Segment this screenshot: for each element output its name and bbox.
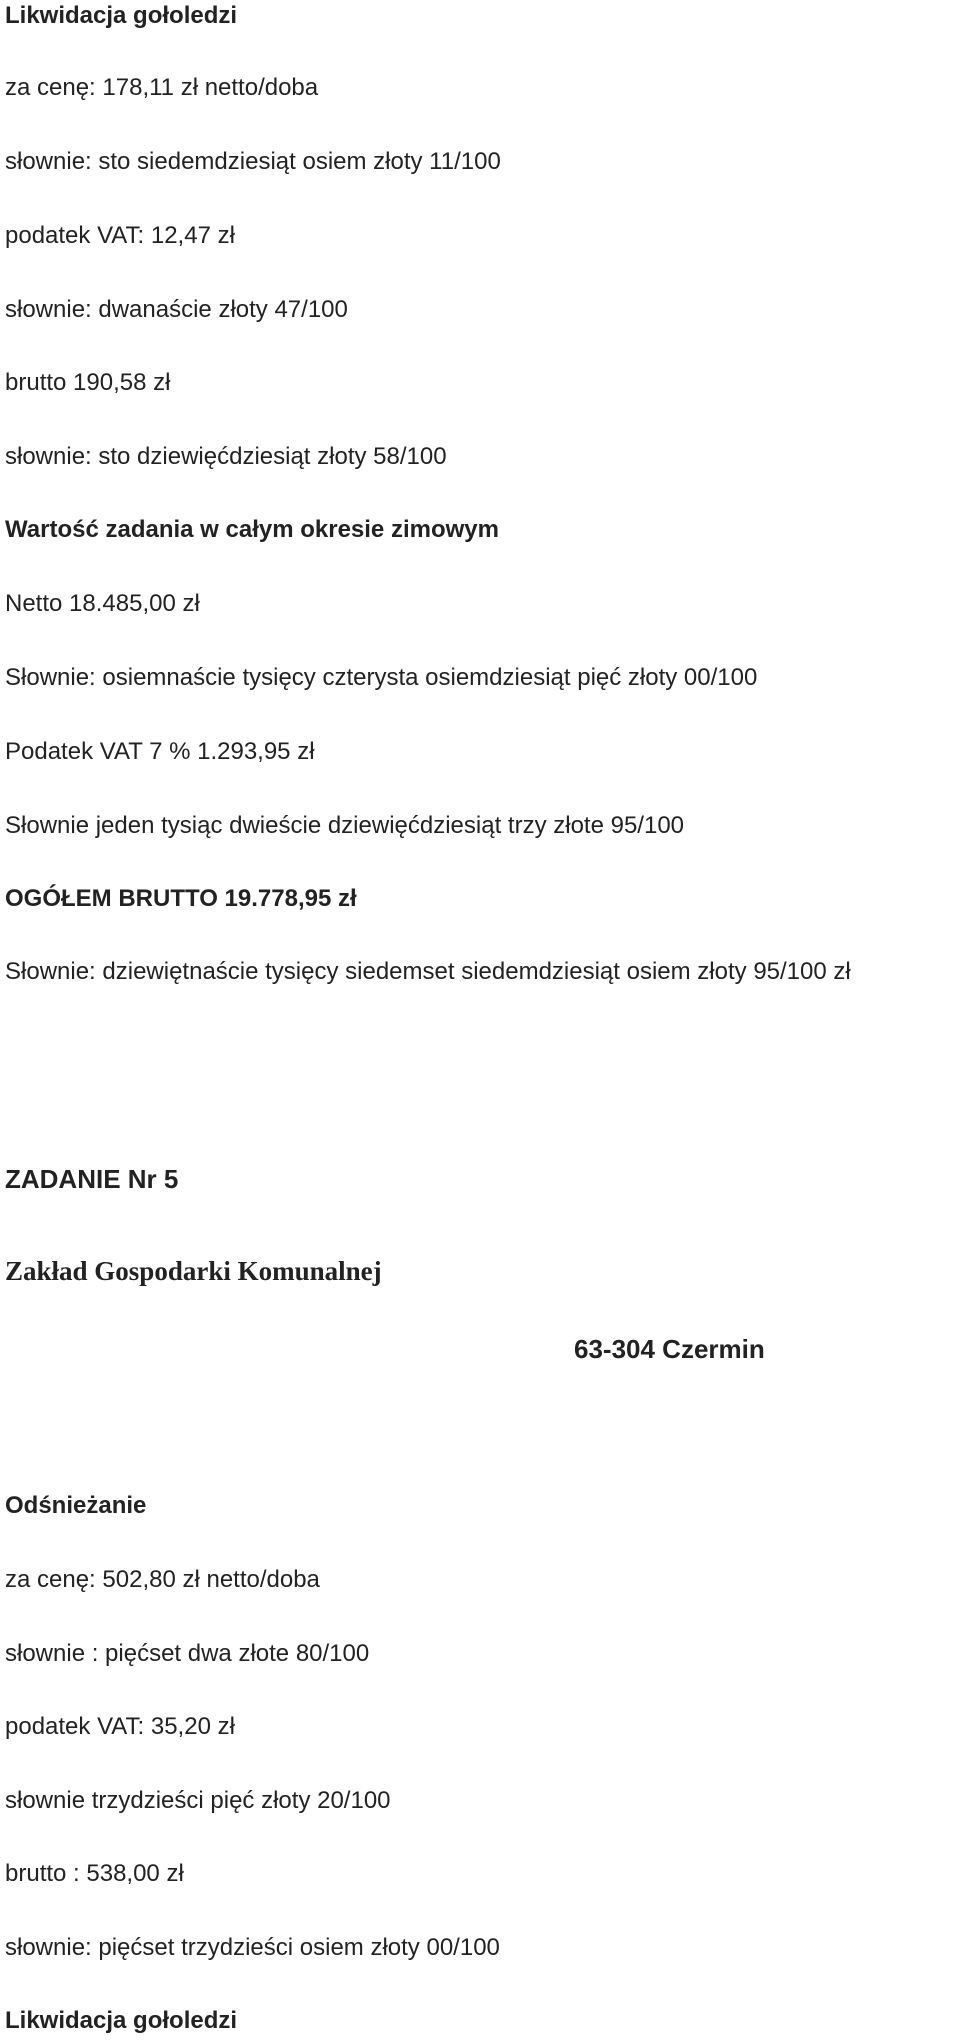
gross-amount: brutto 190,58 zł [5, 369, 171, 396]
snow-vat-amount: podatek VAT: 35,20 zł [5, 1713, 235, 1740]
section-heading-deicing-2: Likwidacja gołoledzi [5, 2007, 238, 2034]
snow-gross-amount: brutto : 538,00 zł [5, 1860, 184, 1887]
snow-vat-in-words: słownie trzydzieści pięć złoty 20/100 [5, 1787, 391, 1814]
price-in-words: słownie: sto siedemdziesiąt osiem złoty 11/100 [5, 148, 501, 175]
price-net-per-day: za cenę: 178,11 zł netto/doba [5, 74, 319, 101]
contractor-name: Zakład Gospodarki Komunalnej [5, 1256, 382, 1286]
section-heading-snow-removal: Odśnieżanie [5, 1492, 147, 1519]
snow-gross-in-words: słownie: pięćset trzydzieści osiem złoty 00/100 [5, 1934, 500, 1961]
vat-in-words: słownie: dwanaście złoty 47/100 [5, 296, 348, 323]
gross-in-words: słownie: sto dziewięćdziesiąt złoty 58/100 [5, 443, 447, 470]
season-vat: Podatek VAT 7 % 1.293,95 zł [5, 738, 315, 765]
vat-amount: podatek VAT: 12,47 zł [5, 222, 235, 249]
season-value-heading: Wartość zadania w całym okresie zimowym [5, 516, 499, 543]
season-gross-total: OGÓŁEM BRUTTO 19.778,95 zł [5, 885, 357, 912]
snow-price-net-per-day: za cenę: 502,80 zł netto/doba [5, 1566, 320, 1593]
contractor-address: 63-304 Czermin [574, 1334, 765, 1364]
season-gross-in-words: Słownie: dziewiętnaście tysięcy siedemset siedemdziesiąt osiem złoty 95/100 zł [5, 958, 851, 985]
snow-price-in-words: słownie : pięćset dwa złote 80/100 [5, 1640, 370, 1667]
section-heading-deicing: Likwidacja gołoledzi [5, 2, 238, 29]
season-net: Netto 18.485,00 zł [5, 590, 200, 617]
task-heading: ZADANIE Nr 5 [5, 1164, 179, 1194]
season-vat-in-words: Słownie jeden tysiąc dwieście dziewięćdziesiąt trzy złote 95/100 [5, 812, 685, 839]
season-net-in-words: Słownie: osiemnaście tysięcy czterysta osiemdziesiąt pięć złoty 00/100 [5, 664, 758, 691]
